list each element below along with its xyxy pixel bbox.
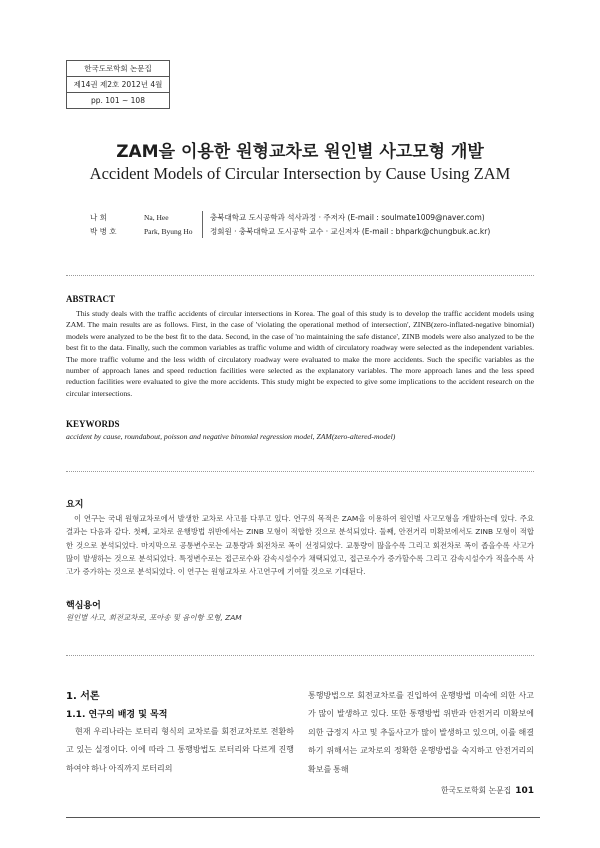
paper-title-english: Accident Models of Circular Intersection by Cause Using ZAM <box>89 164 511 183</box>
journal-volume: 제14권 제2호 2012년 4월 <box>67 77 169 93</box>
author-affiliation: 정회원 · 충북대학교 도시공학 교수 · 교신저자 (E-mail : bhpark@chungbuk.ac.kr) <box>210 227 491 236</box>
author-divider <box>202 211 203 238</box>
journal-name: 한국도로학회 논문집 <box>67 61 169 77</box>
korean-keywords-text: 원인별 사고, 회전교차로, 포아송 및 음이항 모형, ZAM <box>66 613 242 622</box>
page-number: 101 <box>515 786 534 796</box>
author-name-english: Park, Byung Ho <box>144 227 193 236</box>
body-column-right: 통행방법으로 회전교차로를 진입하여 운행방법 미숙에 의한 사고가 많이 발생하고 있다. 또한 통행방법 위반과 안전거리 미확보에 의한 급정지 사고 및 추돌사고가 많이 발생하고 있으며, 이를 해결하기 위해서는 교차로의 정확한 운행방법을 숙지하고 안전거리의 확보를 통해 <box>308 691 534 774</box>
summary-text: 이 연구는 국내 원형교차로에서 발생한 교차로 사고를 다루고 있다. 연구의 목적은 ZAM을 이용하여 원인별 사고모형을 개발하는데 있다. 주요결과는 다음과 같다. 첫째, 교차로 운행방법 위반에서는 ZINB 모형이 적합한 것으로 분석되었다. 둘째, 안전거리 미확보에서도 ZINB 모형이 적합한 것으로 분석되었다. 마지막으로 공통변수로는 교통량과 회전차로 폭이 선정되었다. 교통량이 많을수록 그리고 회전차로 폭이 좁을수록 사고가 많이 발생하는 것으로 분석되었다. 특정변수로는 접근로수와 감속시설수가 채택되었고, 접근로수가 증가할수록 그리고 감속시설수가 적을수록 사고가 증가하는 것으로 분석되었다. 이 연구는 원형교차로 사고연구에 기여할 것으로 기대된다. <box>66 514 534 577</box>
abstract-text: This study deals with the traffic accidents of circular intersections in Korea. The goal of this study is to develop the traffic accident models using ZAM. The main results are as follows. First, in the case of 'violating the operational method of intersection', ZINB(zero-inflated-negative binomial) models were analyzed to be the best fit to the data. Second, in the case of 'no maintaining the safe distance', ZINB models were also analyzed to be the best fit to the data. Finally, such the common variables as traffic volume and width of circulatory roadway were selected as the independent variables. The more traffic volume and the less width of circulatory roadway were evaluated to make the more accidents. Such the specific variables as the number of approach lanes and speed reduction facilities were selected as the explanatory variables. The more approach lanes and the less speed reduction facilities were evaluated to give the more accidents. This study might be expected to give some implications to the accident research on the circular intersections. <box>66 309 534 398</box>
footer-journal-name: 한국도로학회 논문집 <box>440 786 512 795</box>
subsection-heading: 1.1. 연구의 배경 및 목적 <box>66 710 168 720</box>
page-footer <box>441 785 534 796</box>
author-name-english: Na, Hee <box>144 213 169 222</box>
journal-info-box <box>66 60 170 109</box>
dotted-divider <box>66 471 534 472</box>
keywords-text: accident by cause, roundabout, poisson and negative binomial regression model, ZAM(zero-altered-model) <box>66 432 396 441</box>
paper-title-korean: ZAM을 이용한 원형교차로 원인별 사고모형 개발 <box>116 142 484 162</box>
dotted-divider <box>66 275 534 276</box>
author-name-korean: 박 병 호 <box>90 227 117 236</box>
author-affiliation: 충북대학교 도시공학과 석사과정 · 주저자 (E-mail : soulmate1009@naver.com) <box>210 213 485 222</box>
footer-rule <box>66 817 540 818</box>
journal-pages: pp. 101 ~ 108 <box>91 96 145 105</box>
keywords-heading: KEYWORDS <box>66 419 120 429</box>
section-heading: 1. 서론 <box>66 691 100 702</box>
korean-keywords-heading: 핵심용어 <box>66 601 101 611</box>
body-column-left: 현재 우리나라는 로터리 형식의 교차로를 회전교차로로 전환하고 있는 실정이다. 이에 따라 그 통행방법도 로터리와 다르게 진행하여야 하나 아직까지 로터리의 <box>66 727 294 773</box>
abstract-heading: ABSTRACT <box>66 294 116 304</box>
summary-heading: 요지 <box>66 500 84 510</box>
dotted-divider <box>66 655 534 656</box>
author-name-korean: 나 희 <box>90 213 107 222</box>
